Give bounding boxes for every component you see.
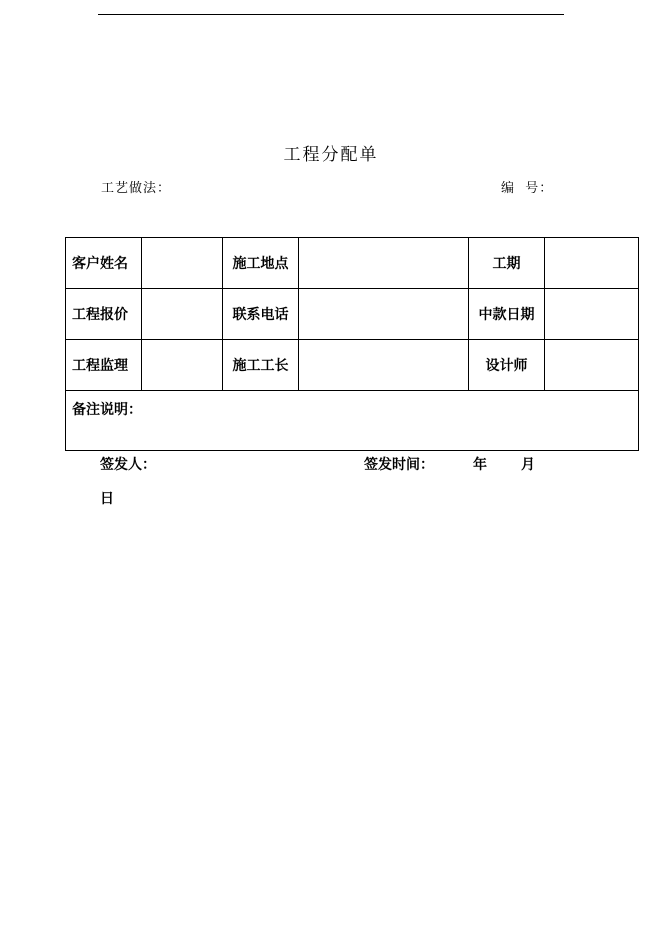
site-location-label: 施工地点 (223, 238, 299, 289)
duration-label: 工期 (469, 238, 545, 289)
process-method-label: 工艺做法： (101, 181, 172, 196)
table-row (66, 289, 639, 340)
site-location-value[interactable] (299, 238, 469, 289)
phone-label: 联系电话 (223, 289, 299, 340)
mid-payment-date-value[interactable] (545, 289, 639, 340)
table-row (66, 391, 639, 451)
customer-name-value[interactable] (142, 238, 223, 289)
mid-payment-date-label: 中款日期 (469, 289, 545, 340)
quote-label: 工程报价 (66, 289, 142, 340)
designer-value[interactable] (545, 340, 639, 391)
year-label: 年 (473, 457, 487, 473)
customer-name-label: 客户姓名 (66, 238, 142, 289)
remarks-cell[interactable] (66, 391, 639, 451)
phone-value[interactable] (299, 289, 469, 340)
designer-label: 设计师 (469, 340, 545, 391)
remarks-label: 备注说明： (72, 402, 142, 418)
signer-label: 签发人： (100, 457, 156, 473)
issue-time-label: 签发时间： (364, 457, 434, 473)
document-number-label: 编 号： (501, 181, 554, 196)
month-label: 月 (521, 457, 535, 473)
supervisor-label: 工程监理 (66, 340, 142, 391)
duration-value[interactable] (545, 238, 639, 289)
page-title: 工程分配单 (283, 145, 379, 165)
foreman-label: 施工工长 (223, 340, 299, 391)
table-row (66, 238, 639, 289)
header-rule (98, 14, 564, 15)
day-label: 日 (100, 491, 114, 507)
supervisor-value[interactable] (142, 340, 223, 391)
foreman-value[interactable] (299, 340, 469, 391)
quote-value[interactable] (142, 289, 223, 340)
assignment-form-table (65, 237, 639, 451)
table-row (66, 340, 639, 391)
